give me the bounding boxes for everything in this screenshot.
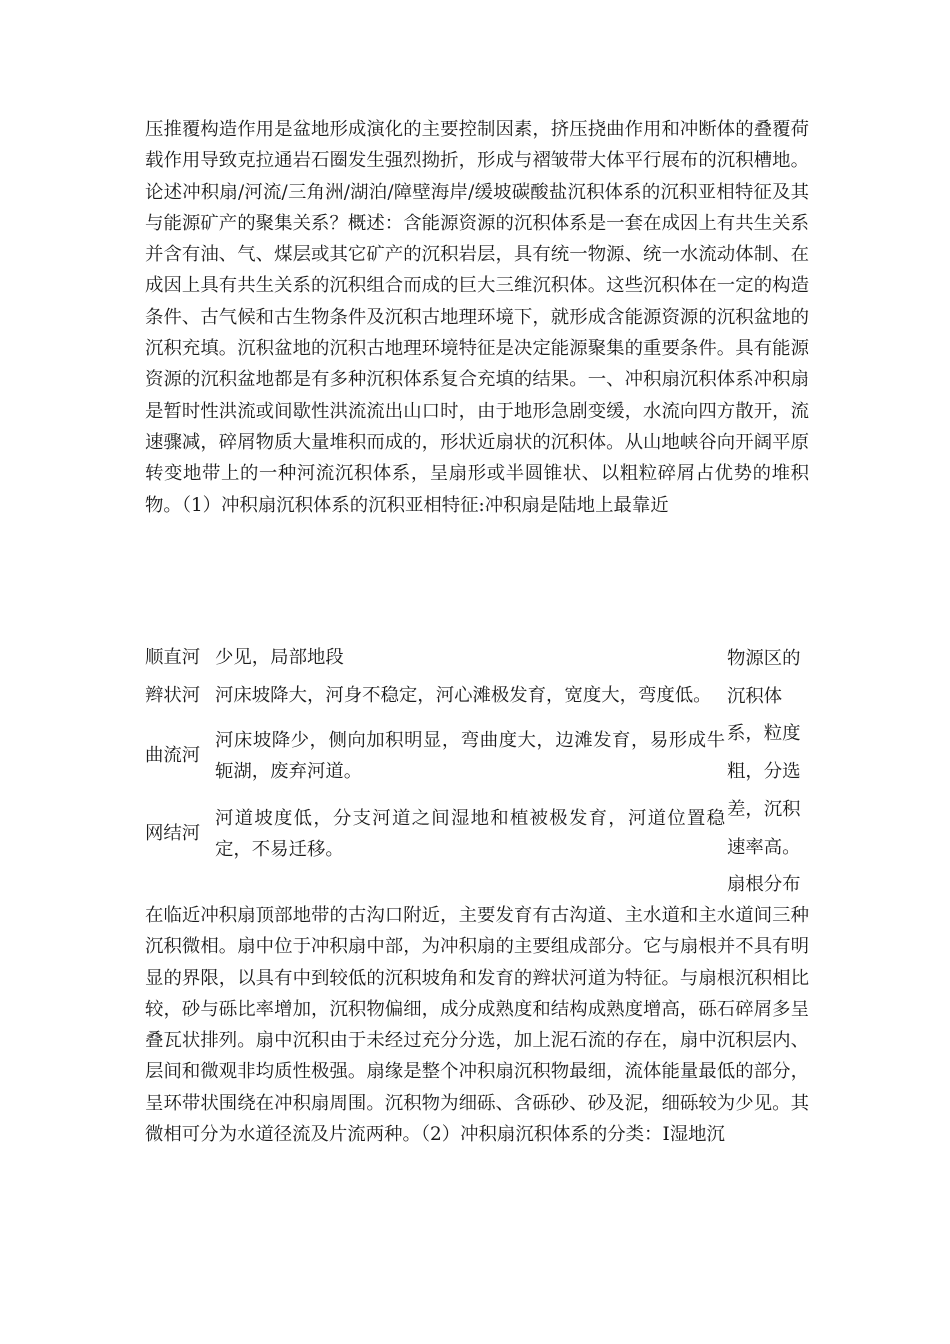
river-type-cell: 曲流河 xyxy=(145,745,201,767)
body-paragraph-top: 压推覆构造作用是盆地形成演化的主要控制因素，挤压挠曲作用和冲断体的叠覆荷载作用导致克拉通岩石圈发生强烈拗折，形成与褶皱带大体平行展布的沉积槽地。论述冲积扇/河流/三角洲/湖泊/障壁海岸/缓坡碳酸盐沉积体系的沉积亚相特征及其与能源矿产的聚集关系？概述：含能源资源的沉积体系是一套在成因上有共生关系并含有油、气、煤层或其它矿产的沉积岩层，具有统一物源、统一水流动体制、在成因上具有共生关系的沉积组合而成的巨大三维沉积体。这些沉积体在一定的构造条件、古气候和古生物条件及沉积古地理环境下，就形成含能源资源的沉积盆地的沉积充填。沉积盆地的沉积古地理环境特征是决定能源聚集的重要条件。具有能源资源的沉积盆地都是有多种沉积体系复合充填的结果。一、冲积扇沉积体系冲积扇是暂时性洪流或间歇性洪流流出山口时，由于地形急剧变缓，水流向四方散开，流速骤减，碎屑物质大量堆积而成的，形状近扇状的沉积体。从山地峡谷向开阔平原转变地带上的一种河流沉积体系，呈扇形或半圆锥状、以粗粒碎屑占优势的堆积物。（1）冲积扇沉积体系的沉积亚相特征:冲积扇是陆地上最靠近 xyxy=(145,119,809,516)
side-text-column: 物源区的沉积体系，粒度粗，分选差，沉积速率高。扇根分布 xyxy=(727,648,801,896)
river-type-cell: 顺直河 xyxy=(145,647,201,668)
table-row xyxy=(145,678,725,714)
river-type-cell: 辫状河 xyxy=(145,685,201,707)
river-desc-cell: 河床坡降少，侧向加积明显，弯曲度大，边滩发育，易形成牛轭湖，废弃河道。 xyxy=(215,729,725,782)
river-desc-cell: 河道坡度低，分支河道之间湿地和植被极发育，河道位置稳定，不易迁移。 xyxy=(215,807,725,860)
river-type-table xyxy=(145,640,725,870)
table-row xyxy=(145,714,725,798)
river-type-cell: 网结河 xyxy=(145,823,201,845)
body-paragraph-bottom: 在临近冲积扇顶部地带的古沟口附近，主要发育有古沟道、主水道和主水道间三种沉积微相。扇中位于冲积扇中部，为冲积扇的主要组成部分。它与扇根并不具有明显的界限，以具有中到较低的沉积坡角和发育的辫状河道为特征。与扇根沉积相比较，砂与砾比率增加，沉积物偏细，成分成熟度和结构成熟度增高，砾石碎屑多呈叠瓦状排列。扇中沉积由于未经过充分分选，加上泥石流的存在，扇中沉积层内、层间和微观非均质性极强。扇缘是整个冲积扇沉积物最细，流体能量最低的部分，呈环带状围绕在冲积扇周围。沉积物为细砾、含砾砂、砂及泥，细砾较为少见。其微相可分为水道径流及片流两种。（2）冲积扇沉积体系的分类：I湿地沉 xyxy=(145,905,809,1146)
table-row xyxy=(145,798,725,870)
table-row xyxy=(145,640,725,678)
river-desc-cell: 少见，局部地段 xyxy=(215,647,344,668)
river-desc-cell: 河床坡降大，河身不稳定，河心滩极发育，宽度大，弯度低。 xyxy=(215,685,712,707)
